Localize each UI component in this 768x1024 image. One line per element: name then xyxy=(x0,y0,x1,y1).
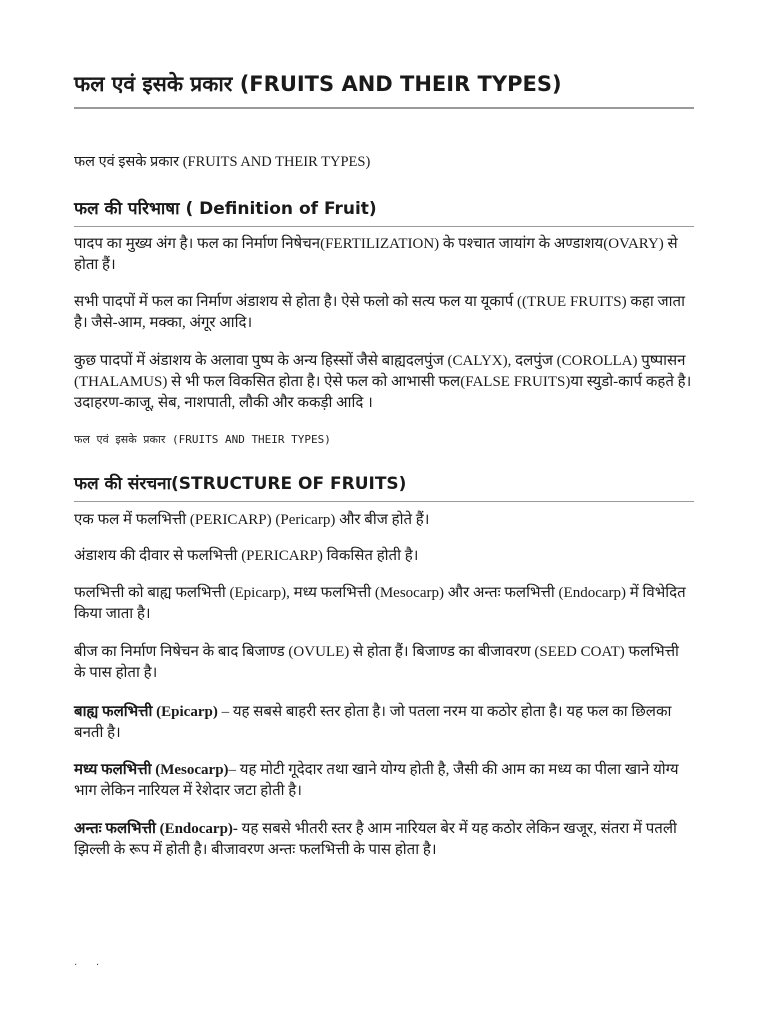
endocarp-paragraph xyxy=(74,819,694,861)
structure-paragraph-1: एक फल में फलभित्ती (PERICARP) (Pericarp) और बीज होते हैं। xyxy=(74,512,430,528)
definition-paragraph-2: सभी पादपों में फल का निर्माण अंडाशय से होता है। ऐसे फलो को सत्य फल या यूकार्प ((TRUE FRUITS) कहा जाता है। जैसे-आम, मक्का, अंगूर आदि। xyxy=(74,294,685,331)
mesocarp-text: – यह मोटी गूदेदार तथा खाने योग्य होती है, जैसी की आम का मध्य का पीला खाने योग्य भाग लेकिन नारियल में रेशेदार जटा होती है। xyxy=(74,762,679,799)
epicarp-text: – यह सबसे बाहरी स्तर होता है। जो पतला नरम या कठोर होता है। यह फल का छिलका बनती है। xyxy=(74,704,672,741)
page-title: फल एवं इसके प्रकार (FRUITS AND THEIR TYPES) xyxy=(74,72,562,96)
structure-paragraph-4: बीज का निर्माण निषेचन के बाद बिजाण्ड (OVULE) से होता हैं। बिजाण्ड का बीजावरण (SEED COAT) फलभित्ती के पास होता है। xyxy=(74,644,679,681)
structure-paragraph-3: फलभित्ती को बाह्य फलभित्ती (Epicarp), मध्य फलभित्ती (Mesocarp) और अन्तः फलभित्ती (Endocarp) में विभेदित किया जाता है। xyxy=(74,585,686,622)
section-heading-structure: फल की संरचना(STRUCTURE OF FRUITS) xyxy=(74,474,407,494)
endocarp-label: अन्तः फलभित्ती (Endocarp)- xyxy=(74,821,238,837)
section-heading-definition: फल की परिभाषा ( Definition of Fruit) xyxy=(74,199,377,219)
epicarp-paragraph xyxy=(74,702,694,744)
mesocarp-label: मध्य फलभित्ती (Mesocarp) xyxy=(74,762,229,778)
structure-paragraph-2: अंडाशय की दीवार से फलभित्ती (PERICARP) विकसित होती है। xyxy=(74,548,419,564)
endocarp-text: यह सबसे भीतरी स्तर है आम नारियल बेर में यह कठोर लेकिन खजूर, संतरा में पतली झिल्ली के रूप में होती है। बीजावरण अन्तः फलभित्ती के पास होता है। xyxy=(74,821,677,858)
mesocarp-paragraph xyxy=(74,760,694,802)
definition-paragraph-3: कुछ पादपों में अंडाशय के अलावा पुष्प के अन्य हिस्सों जैसे बाह्यदलपुंज (CALYX), दलपुंज (COROLLA) पुष्पासन (THALAMUS) से भी फल विकसित होता है। ऐसे फल को आभासी फल(FALSE FRUITS)या स्युडो-कार्प कहते है। उदाहरण-काजू, सेब, नाशपाती, लौकी और ककड़ी आदि । xyxy=(74,353,692,411)
subtitle: फल एवं इसके प्रकार (FRUITS AND THEIR TYPES) xyxy=(74,154,371,170)
definition-paragraph-1: पादप का मुख्य अंग है। फल का निर्माण निषेचन(FERTILIZATION) के पश्चात जायांग के अण्डाशय(OVARY) से होता हैं। xyxy=(74,236,678,273)
mono-caption: फल एवं इसके प्रकार (FRUITS AND THEIR TYPES) xyxy=(74,433,331,446)
section-divider-definition xyxy=(74,226,694,227)
section-divider-structure xyxy=(74,501,694,502)
stray-marks: · · xyxy=(74,960,108,971)
title-divider xyxy=(74,107,694,109)
epicarp-label: बाह्य फलभित्ती (Epicarp) xyxy=(74,704,218,720)
